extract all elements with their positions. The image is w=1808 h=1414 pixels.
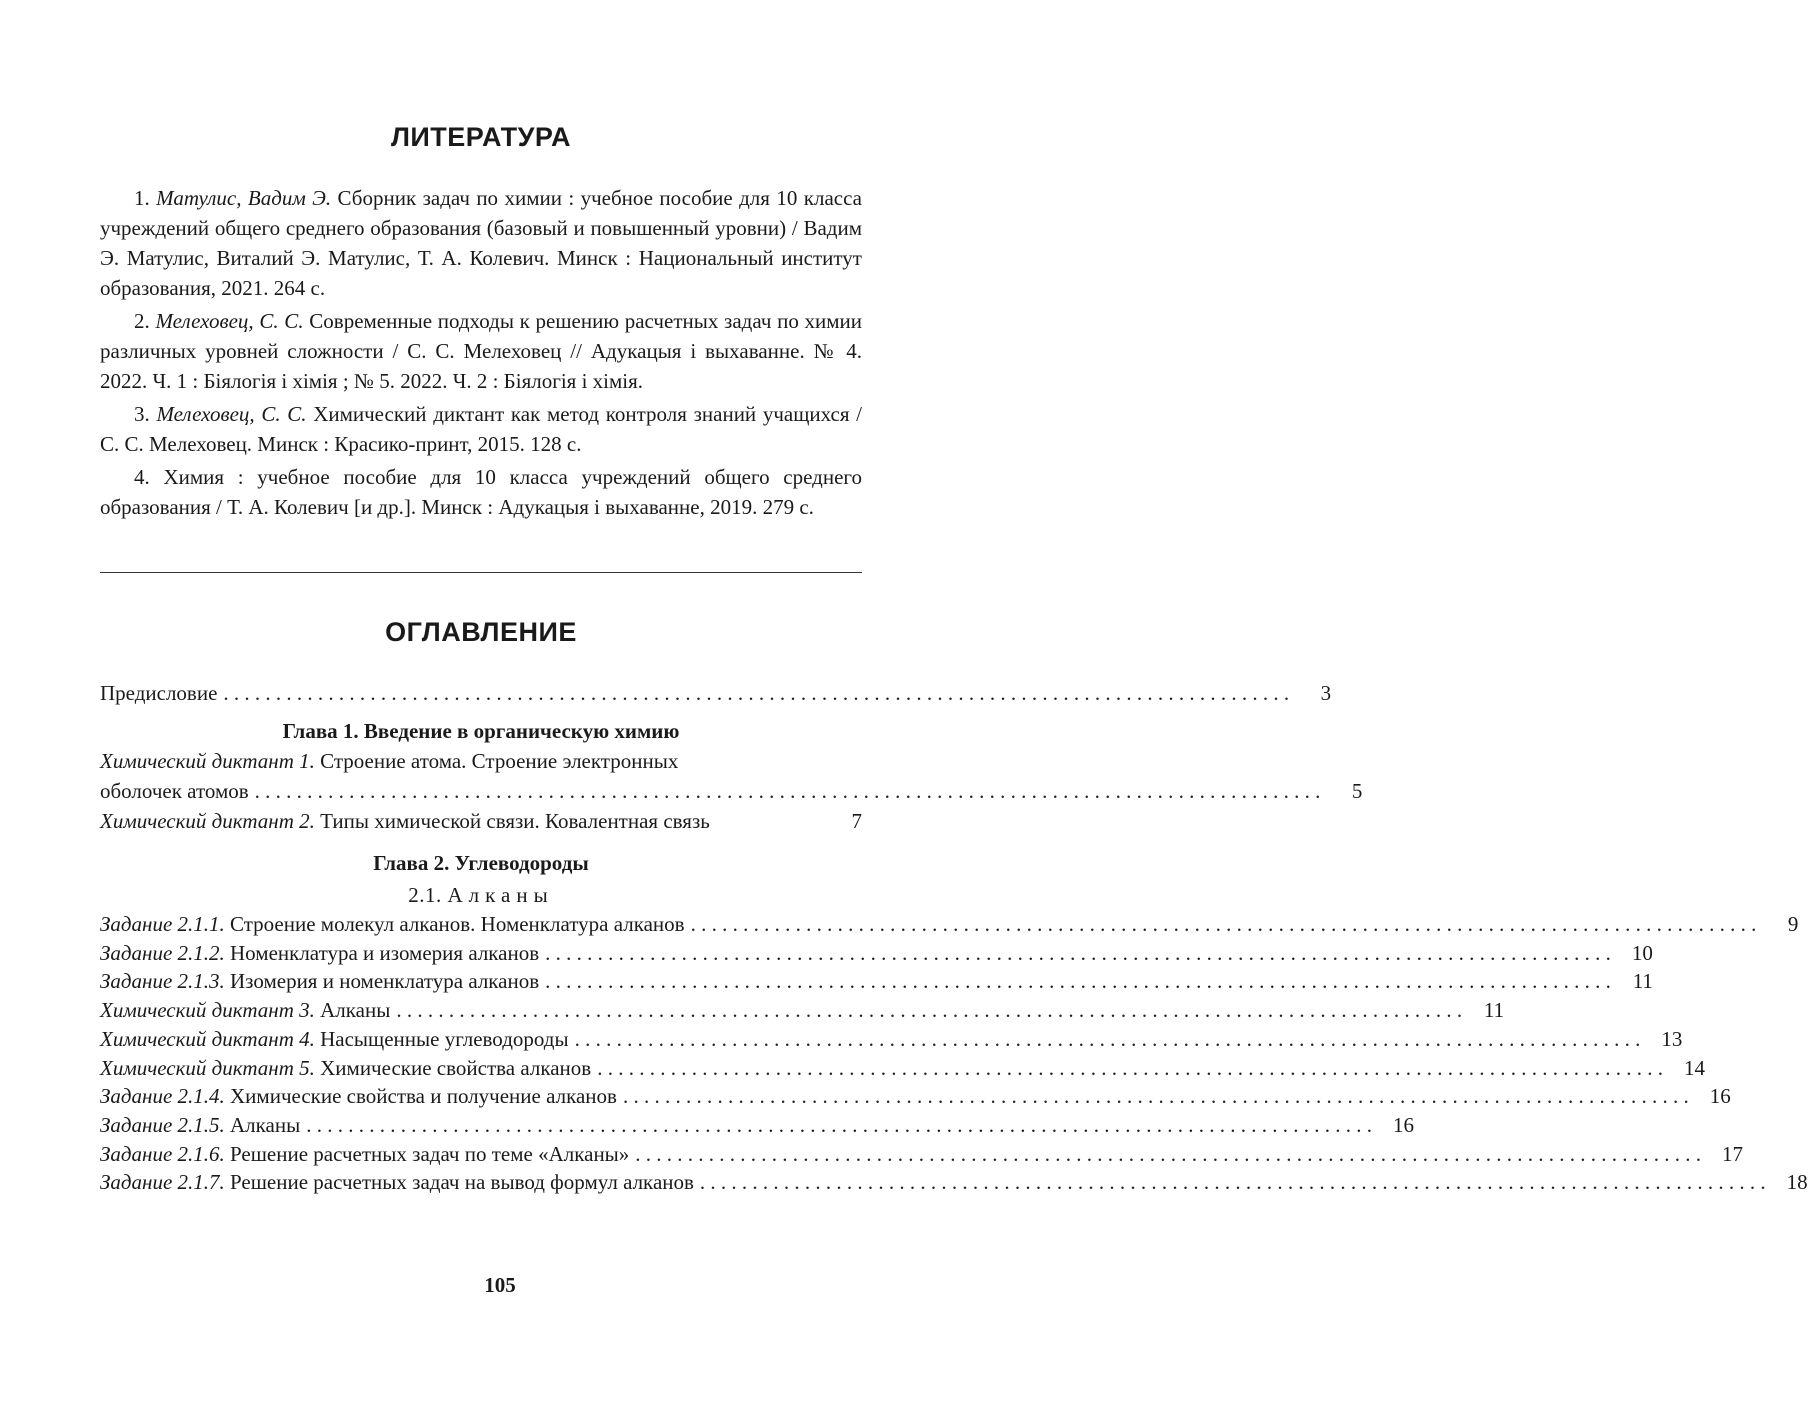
reference-number: 1. xyxy=(134,186,150,210)
toc-entry-title xyxy=(100,806,710,836)
toc-entry-title xyxy=(100,1168,694,1197)
reference-item xyxy=(100,183,862,303)
toc-leader-dots xyxy=(390,996,1468,1025)
toc-entry-text: Решение расчетных задач по теме «Алканы» xyxy=(224,1141,630,1166)
toc-page-number: 13 xyxy=(1661,1026,1683,1051)
toc-leader-dots xyxy=(249,776,1327,806)
toc-entry-first-line xyxy=(100,746,862,776)
toc-page-number: 9 xyxy=(1787,912,1799,936)
toc-leader-dots xyxy=(629,1140,1707,1169)
toc-leader-dots xyxy=(300,1111,1378,1140)
toc-entry-text: Изомерия и номенклатура алканов xyxy=(224,969,540,994)
page-number-footer: 105 xyxy=(484,1273,516,1297)
toc-entry-label: Задание 2.1.2. xyxy=(100,940,225,965)
toc-entry-label: Химический диктант 2. xyxy=(100,809,315,833)
chapter-heading: Глава 1. Введение в органическую химию xyxy=(282,719,680,743)
toc-entry-title xyxy=(100,1111,300,1140)
toc-entry-title: Предисловие xyxy=(100,681,218,705)
toc-leader-dots xyxy=(569,1025,1647,1054)
toc-entry[interactable] xyxy=(100,1054,1705,1083)
toc-entry-label: Задание 2.1.6. xyxy=(100,1141,225,1166)
literature-title: ЛИТЕРАТУРА xyxy=(390,122,572,152)
toc-entry-title xyxy=(100,1025,569,1054)
section-divider xyxy=(100,572,862,573)
toc-entry-second-line xyxy=(100,776,1363,806)
toc-entry-preface[interactable] xyxy=(100,678,1332,708)
reference-item xyxy=(100,306,862,396)
reference-number: 3. xyxy=(134,402,150,426)
toc-entry[interactable] xyxy=(100,1111,1414,1140)
toc-entry[interactable] xyxy=(100,910,1799,939)
reference-text: Химический диктант как метод контроля знаний учащихся / С. С. Мелеховец. Минск : Красико-принт, 2015. 128 с. xyxy=(100,402,863,456)
reference-author: Мелеховец, С. С. xyxy=(155,309,304,333)
toc-entry-text: Химические свойства и получение алканов xyxy=(224,1084,617,1109)
toc-entry-title xyxy=(100,1082,617,1111)
toc-entry[interactable] xyxy=(100,1025,1683,1054)
toc-leader-dots xyxy=(539,939,1617,968)
toc-entry[interactable] xyxy=(100,996,1505,1025)
reference-author: Мелеховец, С. С. xyxy=(156,402,307,426)
section-name: Алканы xyxy=(447,883,554,907)
toc-entry-text: Насыщенные углеводороды xyxy=(314,1026,569,1051)
table-of-contents xyxy=(100,678,1808,1197)
toc-entry[interactable] xyxy=(100,746,1363,806)
toc-entry-text: Строение молекул алканов. Номенклатура алканов xyxy=(224,912,685,936)
toc-entry-title xyxy=(100,1140,629,1169)
reference-author: Матулис, Вадим Э. xyxy=(156,186,332,210)
toc-page-number: 7 xyxy=(851,809,862,833)
toc-page-number: 18 xyxy=(1786,1170,1808,1195)
toc-section-items xyxy=(100,910,1808,1197)
reference-text: Химия : учебное пособие для 10 класса учреждений общего среднего образования / Т. А. Колевич [и др.]. Минск : Адукацыя і выхаванне, 2019. 279 с. xyxy=(100,465,862,519)
toc-entry-label: Задание 2.1.5. xyxy=(100,1112,225,1137)
toc-entry-label: Химический диктант 5. xyxy=(100,1055,315,1080)
toc-page-number: 14 xyxy=(1683,1055,1705,1080)
toc-entry[interactable] xyxy=(100,967,1653,996)
toc-entry[interactable] xyxy=(100,1082,1731,1111)
reference-number: 2. xyxy=(134,309,150,333)
toc-page-number: 3 xyxy=(1320,681,1332,705)
toc-leader-dots xyxy=(217,678,1295,708)
toc-entry-label: Химический диктант 4. xyxy=(100,1026,315,1051)
toc-entry-title xyxy=(100,967,539,996)
reference-item xyxy=(100,462,862,522)
toc-title: ОГЛАВЛЕНИЕ xyxy=(385,617,577,647)
toc-entry-title xyxy=(100,939,539,968)
toc-entry-label: Задание 2.1.4. xyxy=(100,1084,225,1109)
toc-entry-title xyxy=(100,910,685,939)
toc-entry[interactable] xyxy=(100,1140,1744,1169)
toc-entry-text: оболочек атомов xyxy=(100,779,249,803)
toc-leader-dots xyxy=(685,910,1763,939)
toc-entry-text: Решение расчетных задач на вывод формул алканов xyxy=(224,1170,694,1195)
toc-page-number: 16 xyxy=(1392,1112,1414,1137)
reference-item xyxy=(100,399,862,459)
toc-page-number: 11 xyxy=(1483,998,1505,1023)
toc-entry-text: Строение атома. Строение электронных xyxy=(314,749,679,773)
section-heading xyxy=(100,880,862,910)
toc-entry-text: Алканы xyxy=(314,998,391,1023)
toc-leader-dots xyxy=(539,967,1617,996)
reference-number: 4. xyxy=(134,465,150,489)
toc-entry-text: Номенклатура и изомерия алканов xyxy=(224,940,540,965)
toc-page-number: 17 xyxy=(1722,1141,1744,1166)
chapter-heading: Глава 2. Углеводороды xyxy=(373,851,589,875)
toc-entry[interactable] xyxy=(100,939,1653,968)
section-number: 2.1. xyxy=(408,883,442,907)
toc-leader-dots xyxy=(694,1168,1772,1197)
toc-entry-label: Задание 2.1.3. xyxy=(100,969,225,994)
toc-leader-dots xyxy=(617,1082,1695,1111)
toc-entry[interactable] xyxy=(100,806,862,836)
toc-entry-text: Алканы xyxy=(224,1112,301,1137)
toc-entry-label: Задание 2.1.7. xyxy=(100,1170,225,1195)
toc-entry[interactable] xyxy=(100,1168,1808,1197)
reference-list xyxy=(100,183,862,525)
toc-leader-dots xyxy=(591,1054,1669,1083)
toc-page-number: 10 xyxy=(1631,940,1653,965)
toc-entry-label: Химический диктант 3. xyxy=(100,998,315,1023)
toc-entry-label: Задание 2.1.1. xyxy=(100,912,225,936)
toc-entry-text: Типы химической связи. Ковалентная связь xyxy=(314,809,710,833)
toc-entry-title xyxy=(100,1054,591,1083)
toc-entry-title xyxy=(100,996,390,1025)
toc-page-number: 5 xyxy=(1351,779,1363,803)
reference-text: Современные подходы к решению расчетных задач по химии различных уровней сложности / С. С. Мелеховец // Адукацыя і выхаванне. № 4. 2022. Ч. 1 : Біялогія і хімія ; № 5. 2022. Ч. 2 : Біялогія і хімія. xyxy=(100,309,863,393)
toc-page-number: 11 xyxy=(1632,969,1653,994)
reference-text: Сборник задач по химии : учебное пособие для 10 класса учреждений общего среднего образования (базовый и повышенный уровни) / Вадим Э. Матулис, Виталий Э. Матулис, Т. А. Колевич. Минск : Национальный институт образования, 2021. 264 с. xyxy=(100,186,862,300)
toc-page-number: 16 xyxy=(1709,1084,1731,1109)
toc-entry-text: Химические свойства алканов xyxy=(314,1055,592,1080)
toc-entry-label: Химический диктант 1. xyxy=(100,749,315,773)
